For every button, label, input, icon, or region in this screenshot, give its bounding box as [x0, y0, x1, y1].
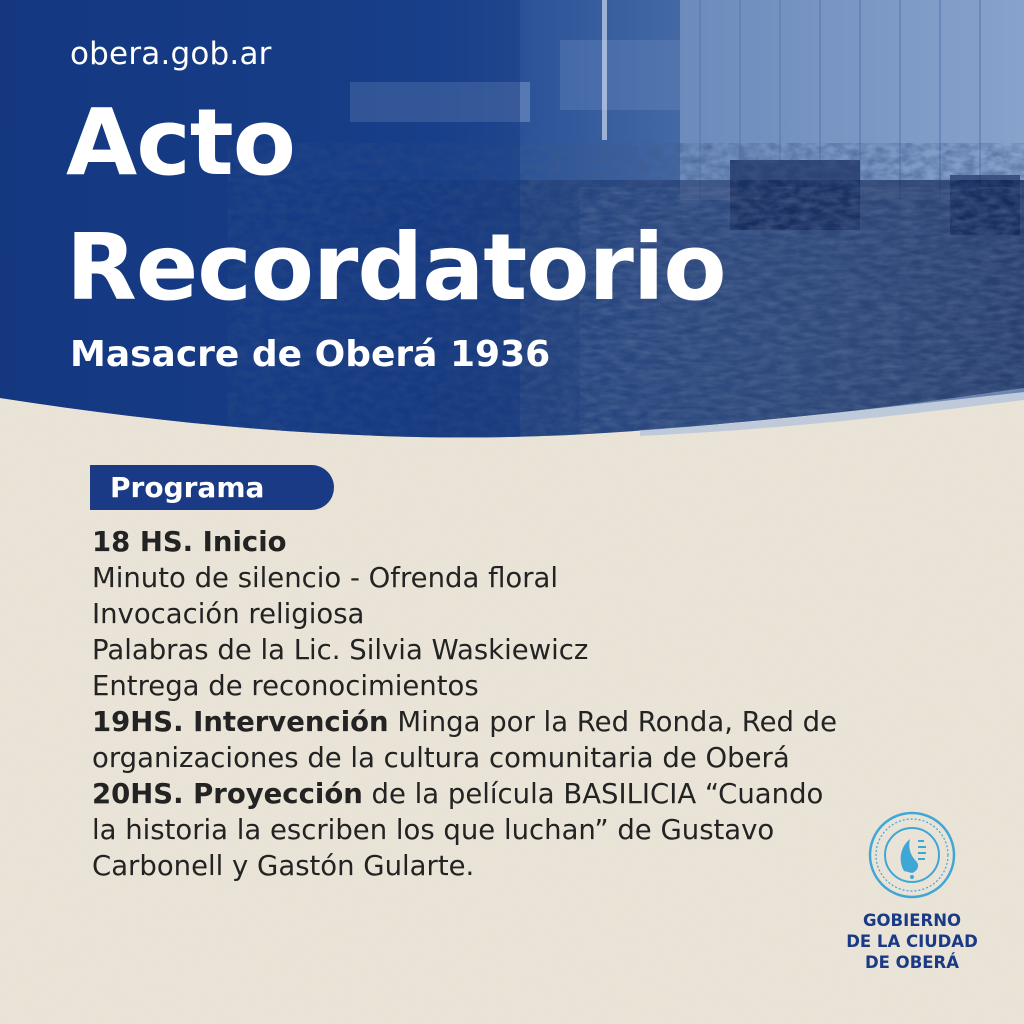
event-subtitle: Masacre de Oberá 1936 [70, 334, 551, 375]
program-item-1: Minuto de silencio - Ofrenda floral [92, 562, 559, 594]
title-line-2: Recordatorio [66, 214, 726, 321]
title-line-1: Acto [66, 89, 295, 196]
program-badge [90, 465, 334, 510]
gov-line-3: DE OBERÁ [864, 953, 960, 972]
projection-text-3: Carbonell y Gastón Gularte. [92, 850, 475, 882]
government-logo-text [832, 910, 992, 973]
program-item-3: Palabras de la Lic. Silvia Waskiewicz [92, 634, 589, 666]
program-item-2: Invocación religiosa [92, 598, 365, 630]
projection-text-2: la historia la escriben los que luchan” de Gustavo [92, 814, 775, 846]
start-time-label: 18 HS. Inicio [92, 526, 287, 558]
program-projection [92, 776, 932, 812]
program-list [92, 524, 932, 884]
intervention-label: 19HS. Intervención [92, 706, 389, 738]
city-seal-icon [868, 811, 956, 899]
gov-line-1: GOBIERNO [862, 911, 962, 930]
intervention-text-1: Minga por la Red Ronda, Red de [388, 706, 838, 738]
projection-label: 20HS. Proyección [92, 778, 363, 810]
site-url: obera.gob.ar [70, 36, 272, 72]
program-item-4: Entrega de reconocimientos [92, 670, 479, 702]
program-badge-label: Programa [110, 471, 265, 504]
program-intervention [92, 704, 932, 740]
gov-line-2: DE LA CIUDAD [846, 932, 978, 951]
program-start [92, 524, 932, 560]
projection-text-1: de la película BASILICIA “Cuando [362, 778, 824, 810]
intervention-text-2: organizaciones de la cultura comunitaria de Oberá [92, 742, 790, 774]
